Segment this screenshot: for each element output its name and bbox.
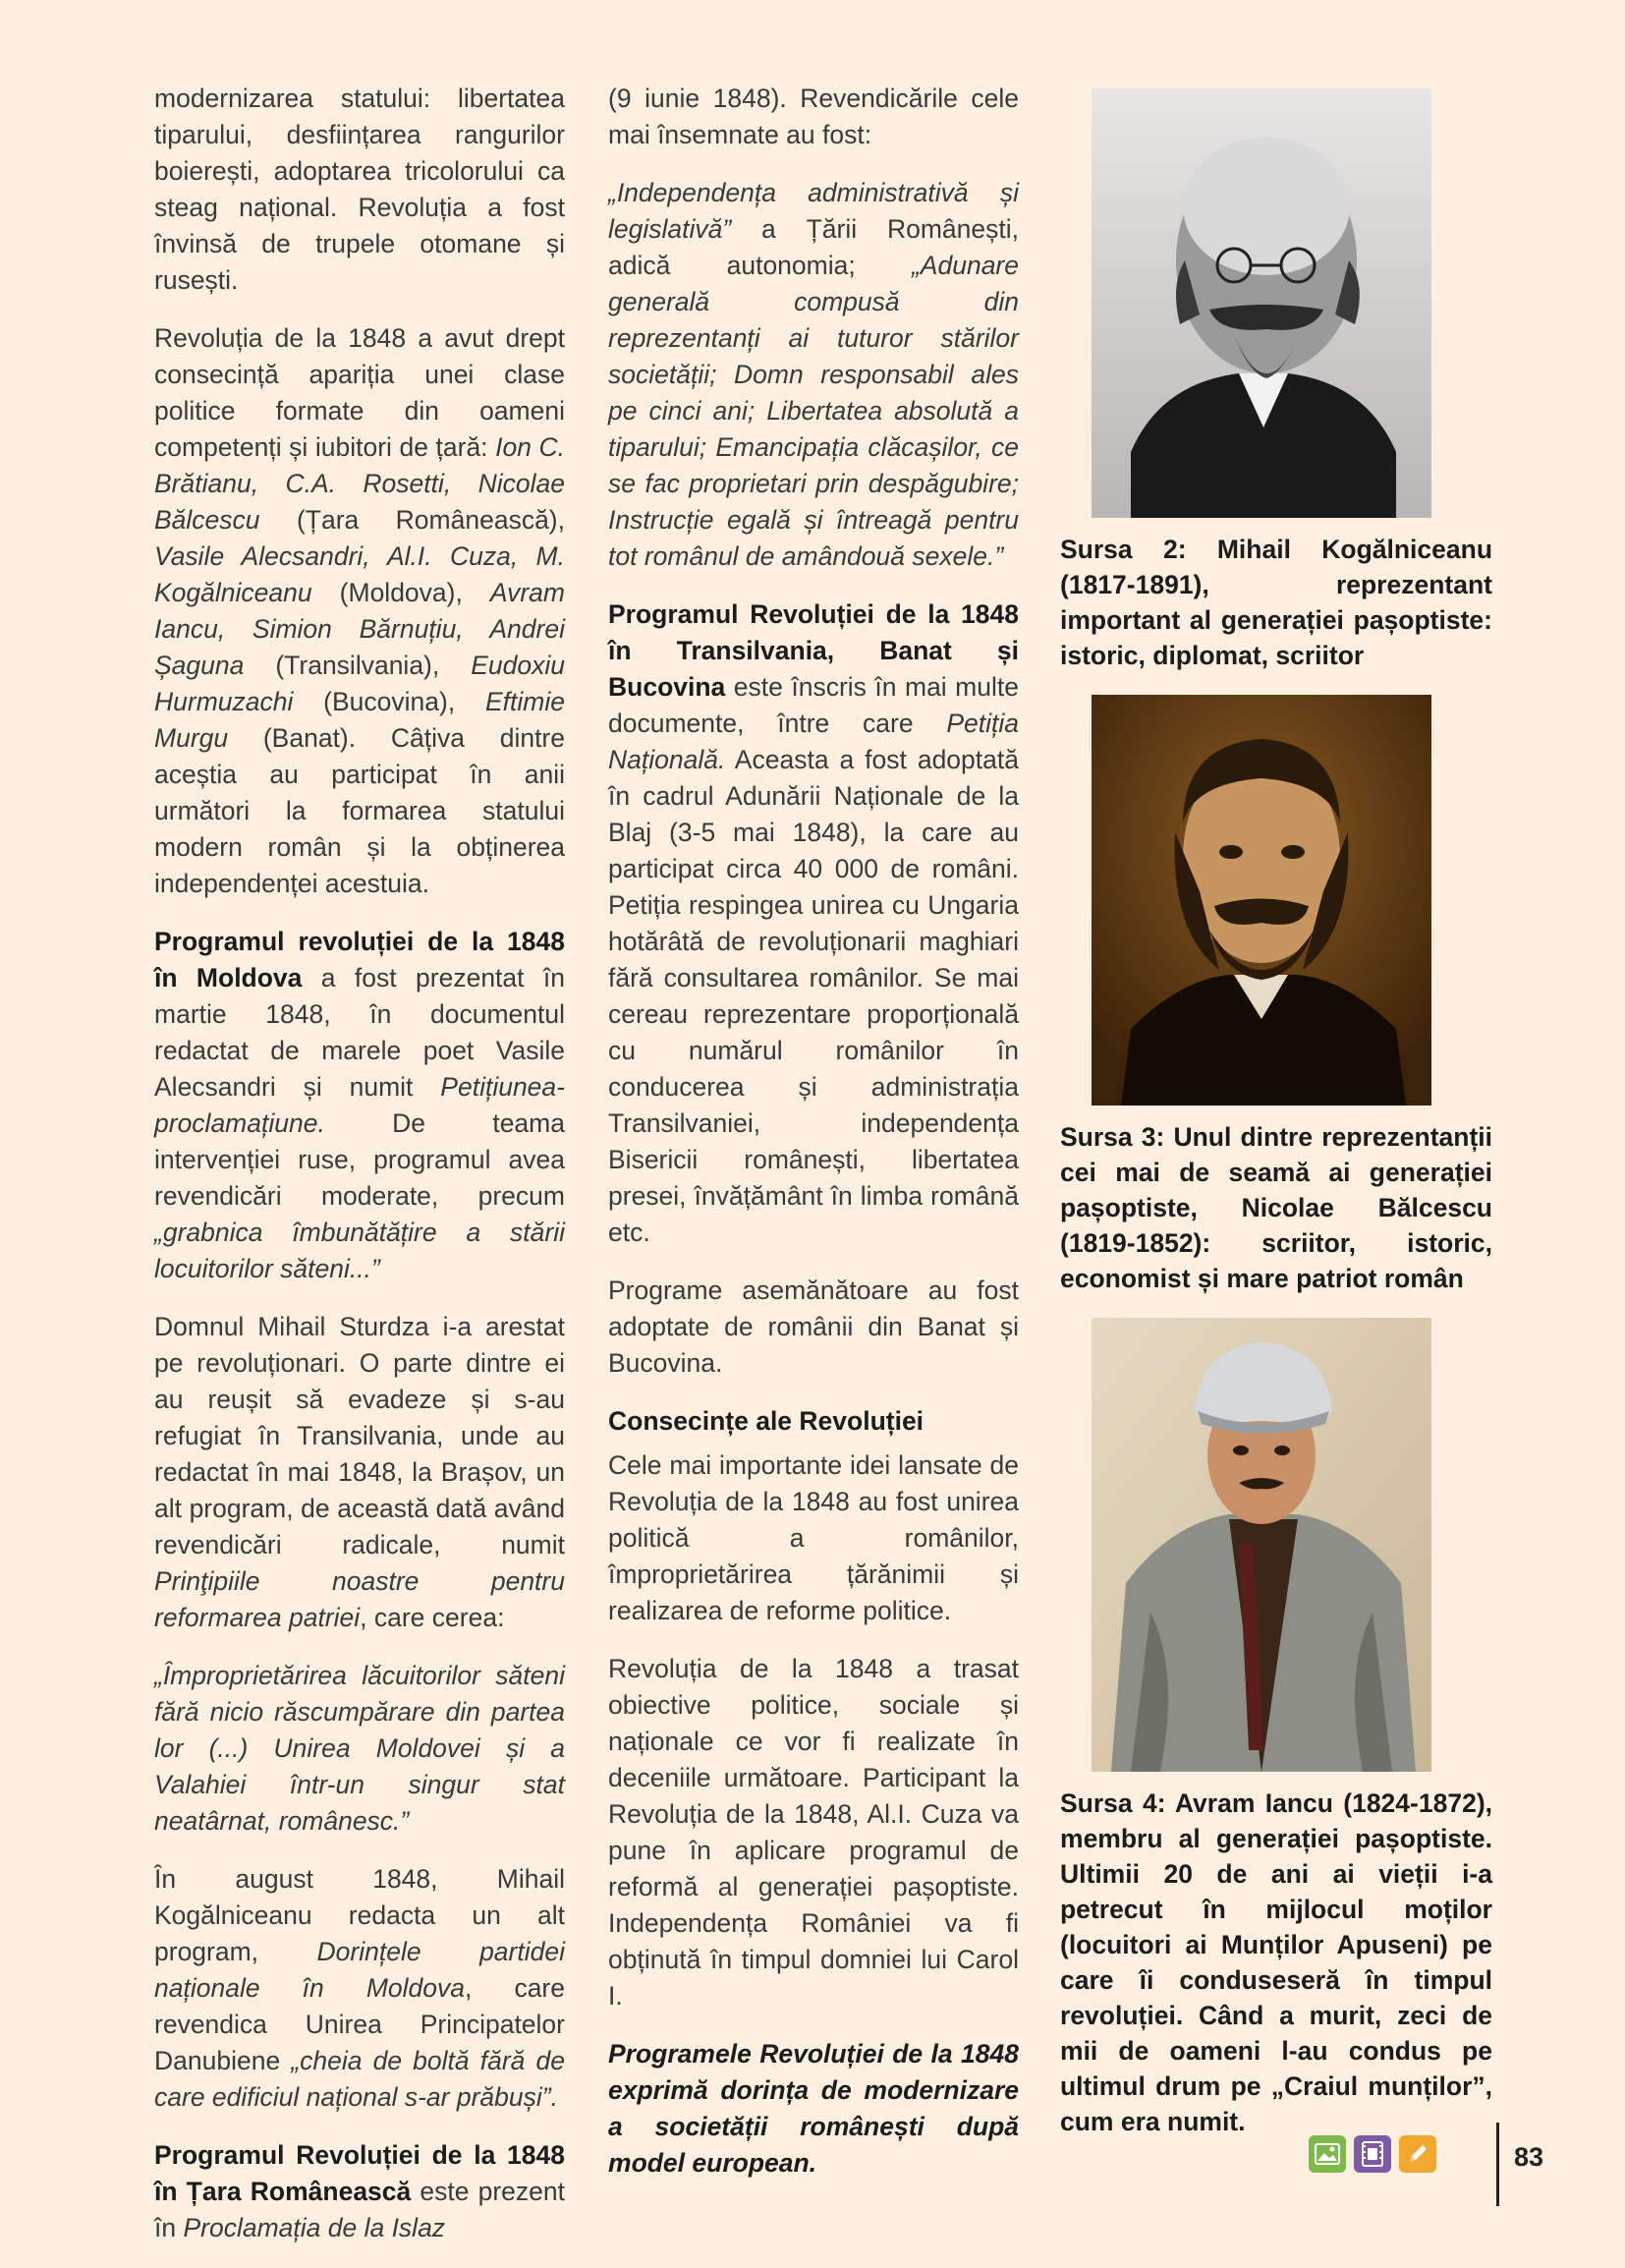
pencil-icon[interactable] xyxy=(1399,2135,1436,2173)
portrait-iancu xyxy=(1092,1318,1431,1772)
portrait-kogalniceanu xyxy=(1092,88,1431,518)
page-divider xyxy=(1496,2123,1499,2206)
paragraph: Domnul Mihail Sturdza i-a arestat pe revoluționari. O parte dintre ei au reușit să evadeze și s-au refugiat în Transilvania, unde au redactat în mai 1848, la Brașov, un alt program, de această dată având revendicări radicale, numit Prinţipiile noastre pentru reformarea patriei, care cerea: xyxy=(154,1312,565,1632)
paragraph: În august 1848, Mihail Kogălniceanu redacta un alt program, Dorințele partidei naționale în Moldova, care revendica Unirea Principatelor Danubiene „cheia de boltă fără de care edificiul național s-ar prăbuși”. xyxy=(154,1864,565,2112)
column-middle xyxy=(608,81,1019,2203)
paragraph: Programul revoluției de la 1848 în Moldova a fost prezentat în martie 1848, în documentul redactat de marele poet Vasile Alecsandri și numit Petițiunea-proclamațiune. De teama intervenției ruse, programul avea revendicări moderate, precum „grabnica îmbunătățire a stării locuitorilor săteni...” xyxy=(154,927,566,1283)
section-heading: Consecințe ale Revoluției xyxy=(608,1406,925,1436)
paragraph: Programul Revoluției de la 1848 în Țara Românească este prezent în Proclamația de la Islaz xyxy=(154,2140,565,2242)
quote: „Independența administrativă și legislativă” a Țării Românești, adică autonomia; „Adunare generală compusă din reprezentanți ai tuturor stărilor societății; Domn responsabil ales pe cinci ani; Libertatea absolută a tiparului; Emancipația clăcașilor, ce se fac proprietari prin despăgubire; Instrucție egală și întreagă pentru tot românul de amândouă sexele.” xyxy=(608,178,1019,571)
portrait-balcescu xyxy=(1092,695,1431,1106)
caption-source-2: Sursa 2: Mihail Kogălniceanu (1817-1891), reprezentant important al generației pașoptiste: istoric, diplomat, scriitor xyxy=(1060,535,1492,670)
film-icon[interactable] xyxy=(1354,2135,1391,2173)
column-right xyxy=(1060,81,1492,2161)
image-icon[interactable] xyxy=(1309,2135,1346,2173)
conclusion: Programele Revoluției de la 1848 exprimă dorința de modernizare a societății românești după model european. xyxy=(608,2039,1019,2178)
page-number: 83 xyxy=(1514,2142,1544,2172)
paragraph: Programe asemănătoare au fost adoptate de românii din Banat și Bucovina. xyxy=(608,1276,1019,1378)
paragraph: modernizarea statului: libertatea tiparului, desființarea rangurilor boierești, adoptarea tricolorului ca steag național. Revoluția a fost învinsă de trupele otomane și rusești. xyxy=(154,84,565,295)
paragraph: Revoluția de la 1848 a trasat obiective politice, sociale și naționale ce vor fi realizate în deceniile următoare. Participant la Revoluția de la 1848, Al.I. Cuza va pune în aplicare programul de reformă al generației pașoptiste. Independența României va fi obținută în timpul domniei lui Carol I. xyxy=(608,1654,1019,2011)
quote: „Împroprietărirea lăcuitorilor săteni fără nicio răscumpărare din partea lor (...) Unirea Moldovei și a Valahiei într-un singur stat neatârnat, românesc.” xyxy=(154,1661,565,1836)
caption-source-3: Sursa 3: Unul dintre reprezentanții cei mai de seamă ai generației pașoptiste, Nicolae Bălcescu (1819-1852): scriitor, istoric, economist și mare patriot român xyxy=(1060,1122,1492,1293)
paragraph: (9 iunie 1848). Revendicările cele mai însemnate au fost: xyxy=(608,84,1019,149)
caption-source-4: Sursa 4: Avram Iancu (1824-1872), membru al generației pașoptiste. Ultimii 20 de ani ai vieții i-a petrecut în mijlocul moților (locuitori ai Munților Apuseni) pe care îi conduseseră în timpul revoluției. Când a murit, zeci de mii de oameni l-au condus pe ultimul drum pe „Craiul munților”, cum era numit. xyxy=(1060,1788,1492,2136)
paragraph: Revoluția de la 1848 a avut drept consecință apariția unei clase politice formate din oameni competenți și iubitori de țară: Ion C. Brătianu, C.A. Rosetti, Nicolae Bălcescu (Țara Românească), Vasile Alecsandri, Al.I. Cuza, M. Kogălniceanu (Moldova), Avram Iancu, Simion Bărnuțiu, Andrei Șaguna (Transilvania), Eudoxiu Hurmuzachi (Bucovina), Eftimie Murgu (Banat). Câțiva dintre aceștia au participat în anii următori la formarea statului modern român și la obținerea independenței acestuia. xyxy=(154,323,566,898)
footer-icons xyxy=(1309,2135,1436,2173)
column-left xyxy=(154,81,565,2268)
paragraph: Cele mai importante idei lansate de Revoluția de la 1848 au fost unirea politică a românilor, împroprietărirea țărănimii și realizarea de reforme politice. xyxy=(608,1450,1019,1625)
paragraph: Programul Revoluției de la 1848 în Transilvania, Banat și Bucovina este înscris în mai multe documente, între care Petiția Națională. Aceasta a fost adoptată în cadrul Adunării Naționale de la Blaj (3-5 mai 1848), la care au participat circa 40 000 de români. Petiția respingea unirea cu Ungaria hotărâtă de revoluționarii maghiari fără consultarea românilor. Se mai cereau reprezentare proporțională cu numărul românilor în conducerea și administrația Transilvaniei, independența Bisericii românești, libertatea presei, învățământ în limba română etc. xyxy=(608,599,1019,1247)
